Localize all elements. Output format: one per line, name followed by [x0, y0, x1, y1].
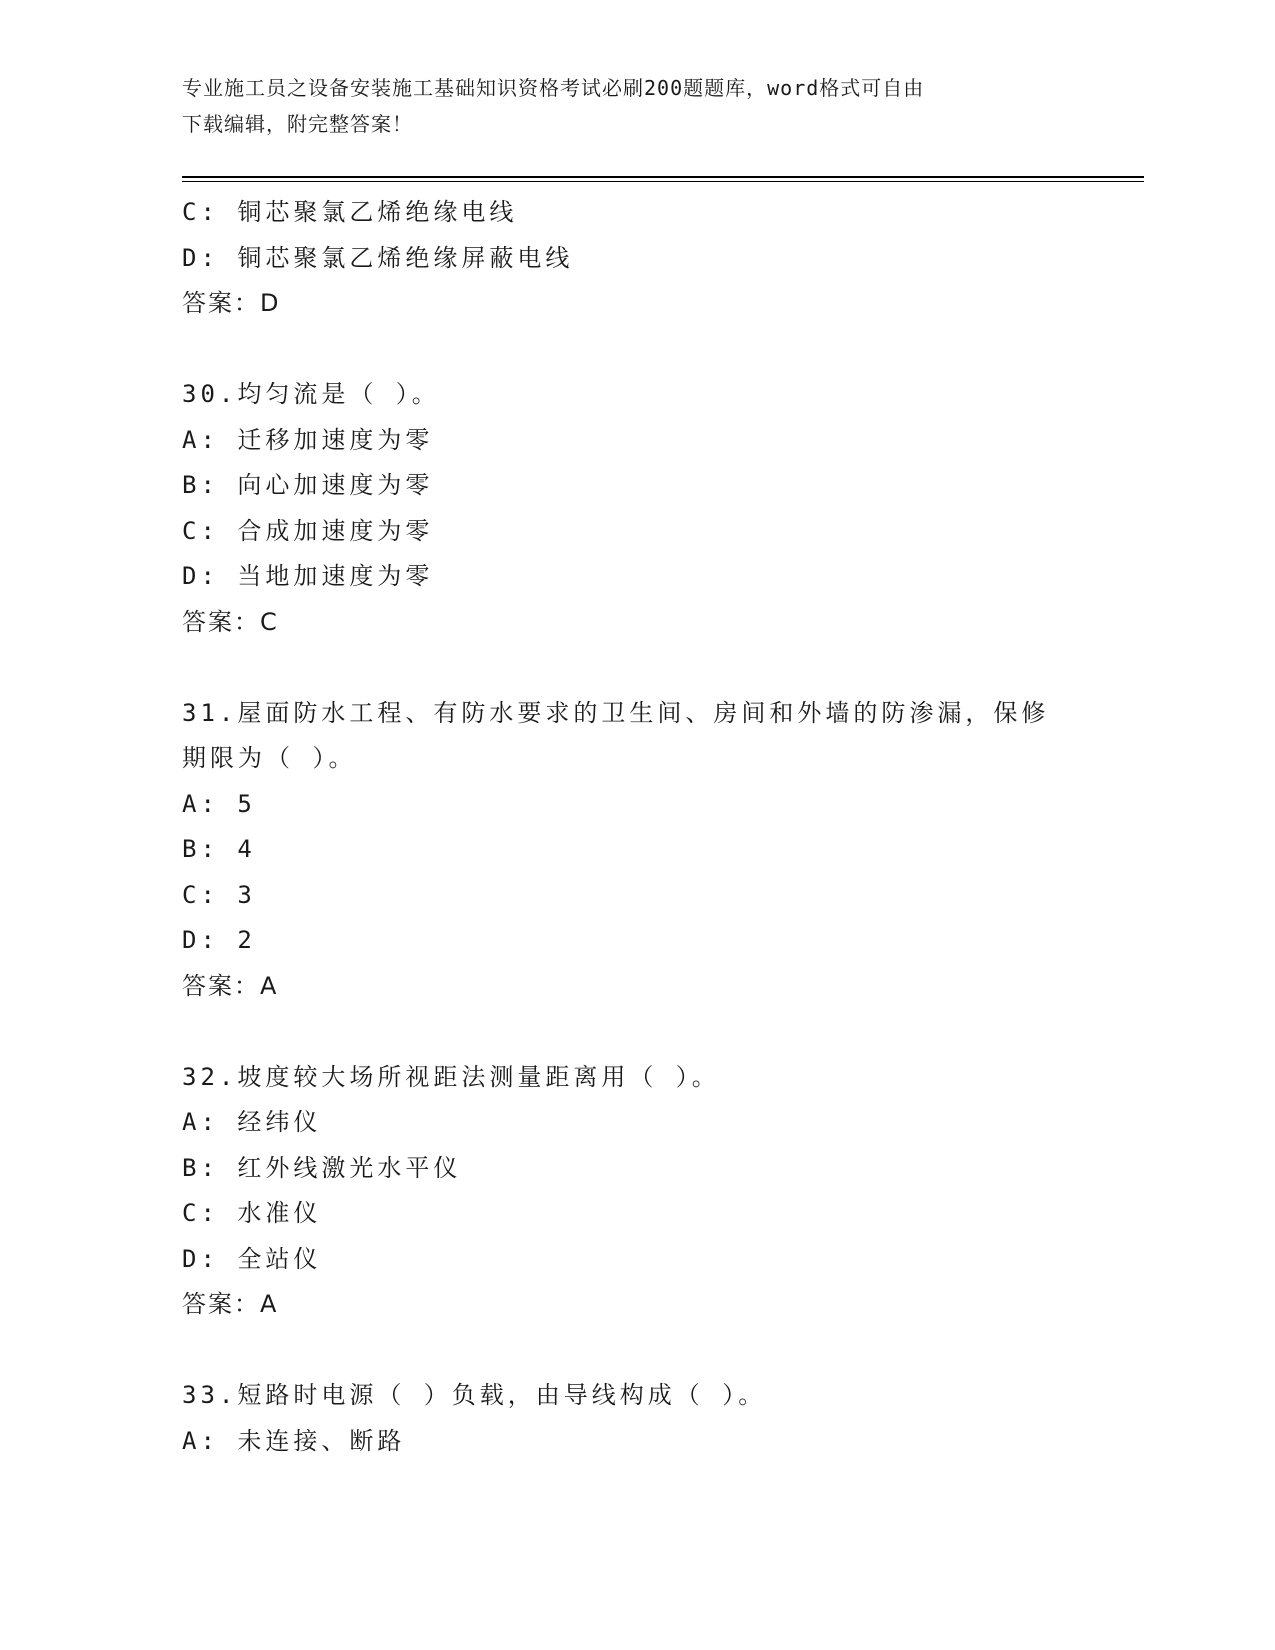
- answer-line: 答案：A: [182, 1290, 279, 1318]
- option-a: A: 经纬仪: [182, 1108, 322, 1136]
- header-divider-thick: [182, 176, 1144, 178]
- option-a: A: 未连接、断路: [182, 1426, 406, 1455]
- question-block-31: [182, 691, 1082, 1010]
- question-text: 33.短路时电源（ ）负载，由导线构成（ ）。: [182, 1381, 767, 1409]
- header-divider-thin: [182, 181, 1144, 182]
- question-list: [182, 190, 1082, 1464]
- question-block-32: [182, 1055, 1082, 1328]
- question-block-29: [182, 190, 1082, 327]
- option-c: C: 3: [182, 880, 256, 909]
- option-b: B: 4: [182, 835, 256, 863]
- header-line-1: 专业施工员之设备安装施工基础知识资格考试必刷200题题库，word格式可自由: [182, 76, 925, 100]
- option-b: B: 向心加速度为零: [182, 471, 434, 499]
- answer-line: 答案：C: [182, 607, 279, 636]
- option-d: D: 全站仪: [182, 1244, 322, 1273]
- option-c: C: 铜芯聚氯乙烯绝缘电线: [182, 198, 518, 226]
- question-text: 32.坡度较大场所视距法测量距离用（ ）。: [182, 1062, 720, 1091]
- option-d: D: 铜芯聚氯乙烯绝缘屏蔽电线: [182, 243, 574, 272]
- option-b: B: 红外线激光水平仪: [182, 1153, 462, 1182]
- question-block-30: [182, 372, 1082, 645]
- question-block-33: [182, 1373, 1082, 1464]
- header-line-2: 下载编辑，附完整答案！: [182, 112, 413, 136]
- spacer: [182, 645, 1082, 691]
- option-a: A: 5: [182, 789, 256, 818]
- spacer: [182, 1328, 1082, 1374]
- answer-line: 答案：A: [182, 971, 279, 1000]
- document-header: [182, 70, 1062, 142]
- option-a: A: 迁移加速度为零: [182, 425, 434, 454]
- answer-line: 答案：D: [182, 289, 281, 317]
- spacer: [182, 327, 1082, 373]
- question-text-line-1: 31.屋面防水工程、有防水要求的卫生间、房间和外墙的防渗漏，保修: [182, 698, 1050, 727]
- option-c: C: 合成加速度为零: [182, 516, 434, 545]
- option-c: C: 水准仪: [182, 1199, 322, 1227]
- question-text-line-2: 期限为（ ）。: [182, 744, 357, 772]
- spacer: [182, 1009, 1082, 1055]
- question-text: 30.均匀流是（ ）。: [182, 380, 440, 408]
- option-d: D: 2: [182, 926, 256, 954]
- option-d: D: 当地加速度为零: [182, 562, 434, 590]
